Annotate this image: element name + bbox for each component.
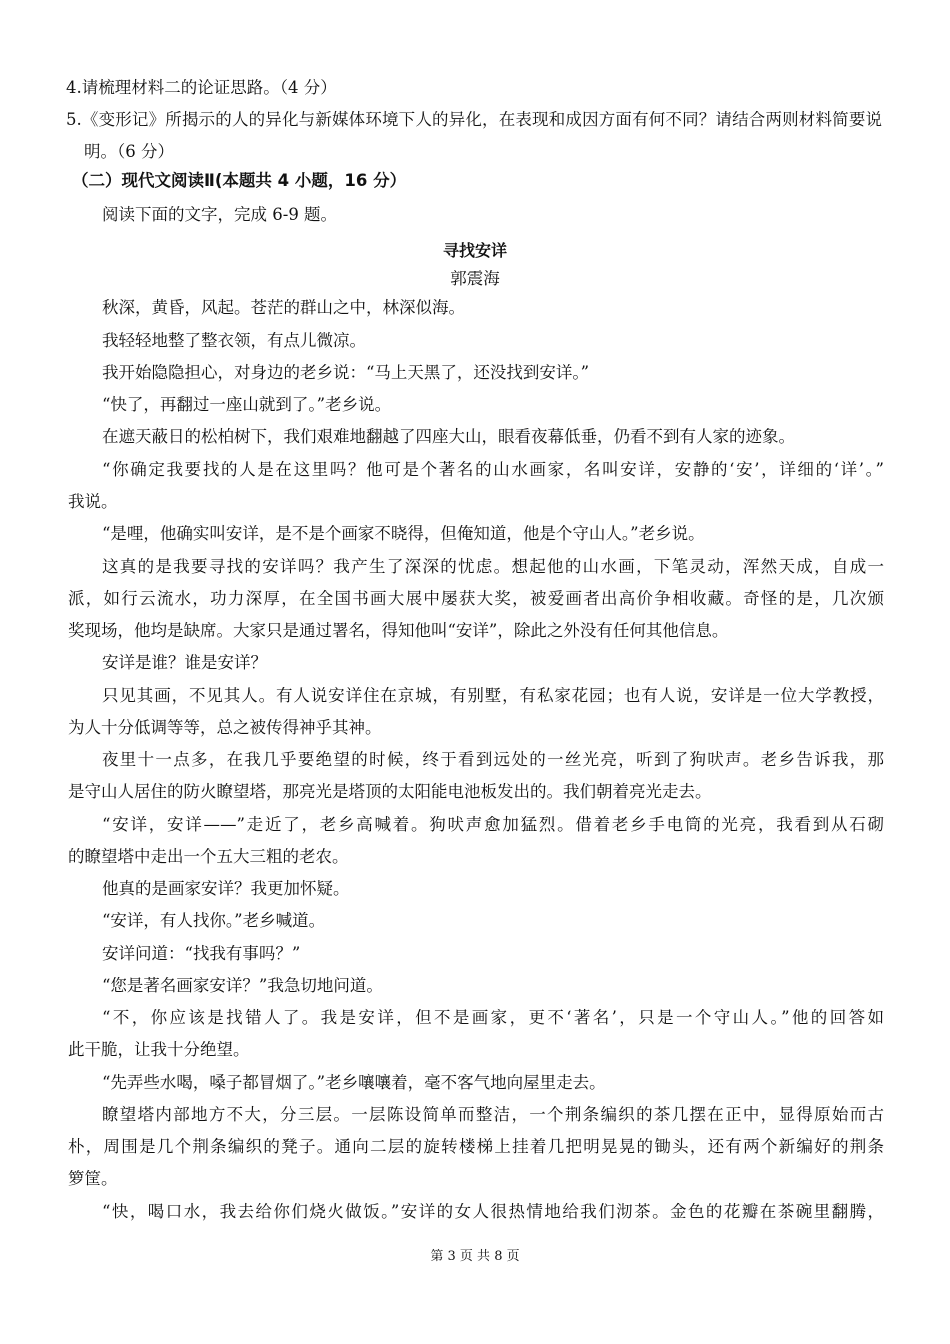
article-line: 是守山人居住的防火瞭望塔，那亮光是塔顶的太阳能电池板发出的。我们朝着亮光走去。: [68, 782, 712, 801]
section-heading: （二）现代文阅读Ⅱ(本题共 4 小题，16 分）: [72, 171, 407, 190]
article-title: 寻找安详: [442, 241, 507, 260]
article-line: 的瞭望塔中走出一个五大三粗的老农。: [68, 847, 349, 866]
article-line: “不，你应该是找错人了。我是安详，但不是画家，更不‘著名’，只是一个守山人。”他的回答如: [102, 1008, 884, 1027]
article-line: “是哩，他确实叫安详，是不是个画家不晓得，但俺知道，他是个守山人。”老乡说。: [102, 524, 705, 543]
article-line: 此干脆，让我十分绝望。: [68, 1040, 250, 1059]
article-line: “安详，有人找你。”老乡喊道。: [102, 911, 326, 930]
article-line: “快了，再翻过一座山就到了。”老乡说。: [102, 395, 392, 414]
article-line: 派，如行云流水，功力深厚，在全国书画大展中屡获大奖，被爱画者出高价争相收藏。奇怪的是，几次颁: [68, 589, 884, 608]
article-line: 夜里十一点多，在我几乎要绝望的时候，终于看到远处的一丝光亮，听到了狗吠声。老乡告诉我，那: [102, 750, 884, 769]
article-line: “您是著名画家安详？”我急切地问道。: [102, 976, 383, 995]
article-line: 我说。: [68, 492, 118, 511]
article-line: “先弄些水喝，嗓子都冒烟了。”老乡嚷嚷着，毫不客气地向屋里走去。: [102, 1073, 606, 1092]
article-line: 我开始隐隐担心，对身边的老乡说：“马上天黑了，还没找到安详。”: [102, 363, 590, 382]
article-line: “安详，安详——”走近了，老乡高喊着。狗吠声愈加猛烈。借着老乡手电筒的光亮，我看到从石砌: [102, 815, 884, 834]
article-author: 郭震海: [450, 269, 500, 288]
article-line: 他真的是画家安详？我更加怀疑。: [102, 879, 350, 898]
article-line: 这真的是我要寻找的安详吗？我产生了深深的忧虑。想起他的山水画，下笔灵动，浑然天成，自成一: [102, 557, 884, 576]
article-line: 箩筐。: [68, 1169, 118, 1188]
article-line: 瞭望塔内部地方不大，分三层。一层陈设简单而整洁，一个荆条编织的茶几摆在正中，显得原始而古: [102, 1105, 884, 1124]
article-line: “快，喝口水，我去给你们烧火做饭。”安详的女人很热情地给我们沏茶。金色的花瓣在茶碗里翻腾，: [102, 1202, 884, 1221]
page-footer: 第 3 页 共 8 页: [430, 1249, 520, 1264]
article-line: “你确定我要找的人是在这里吗？他可是个著名的山水画家，名叫安详，安静的‘安’，详细的‘详’。”: [102, 460, 884, 479]
question-5-line-2: 明。（6 分）: [84, 142, 174, 161]
article-line: 朴，周围是几个荆条编织的凳子。通向二层的旋转楼梯上挂着几把明晃晃的锄头，还有两个新编好的荆条: [68, 1137, 884, 1156]
article-line: 安详是谁？谁是安详？: [102, 653, 267, 672]
article-line: 奖现场，他均是缺席。大家只是通过署名，得知他叫“安详”，除此之外没有任何其他信息。: [68, 621, 729, 640]
article-line: 安详问道：“找我有事吗？”: [102, 944, 301, 963]
article-line: 我轻轻地整了整衣领，有点儿微凉。: [102, 331, 366, 350]
article-line: 秋深，黄昏，风起。苍茫的群山之中，林深似海。: [102, 298, 465, 317]
article-line: 为人十分低调等等，总之被传得神乎其神。: [68, 718, 382, 737]
question-4: 4.请梳理材料二的论证思路。（4 分）: [66, 78, 337, 97]
article-line: 在遮天蔽日的松柏树下，我们艰难地翻越了四座大山，眼看夜幕低垂，仍看不到有人家的迹象。: [102, 427, 795, 446]
section-instruction: 阅读下面的文字，完成 6-9 题。: [102, 205, 338, 224]
question-5-line-1: 5.《变形记》所揭示的人的异化与新媒体环境下人的异化，在表现和成因方面有何不同？请结合两则材料简要说: [66, 110, 882, 129]
article-line: 只见其画，不见其人。有人说安详住在京城，有别墅，有私家花园；也有人说，安详是一位大学教授，: [102, 686, 884, 705]
